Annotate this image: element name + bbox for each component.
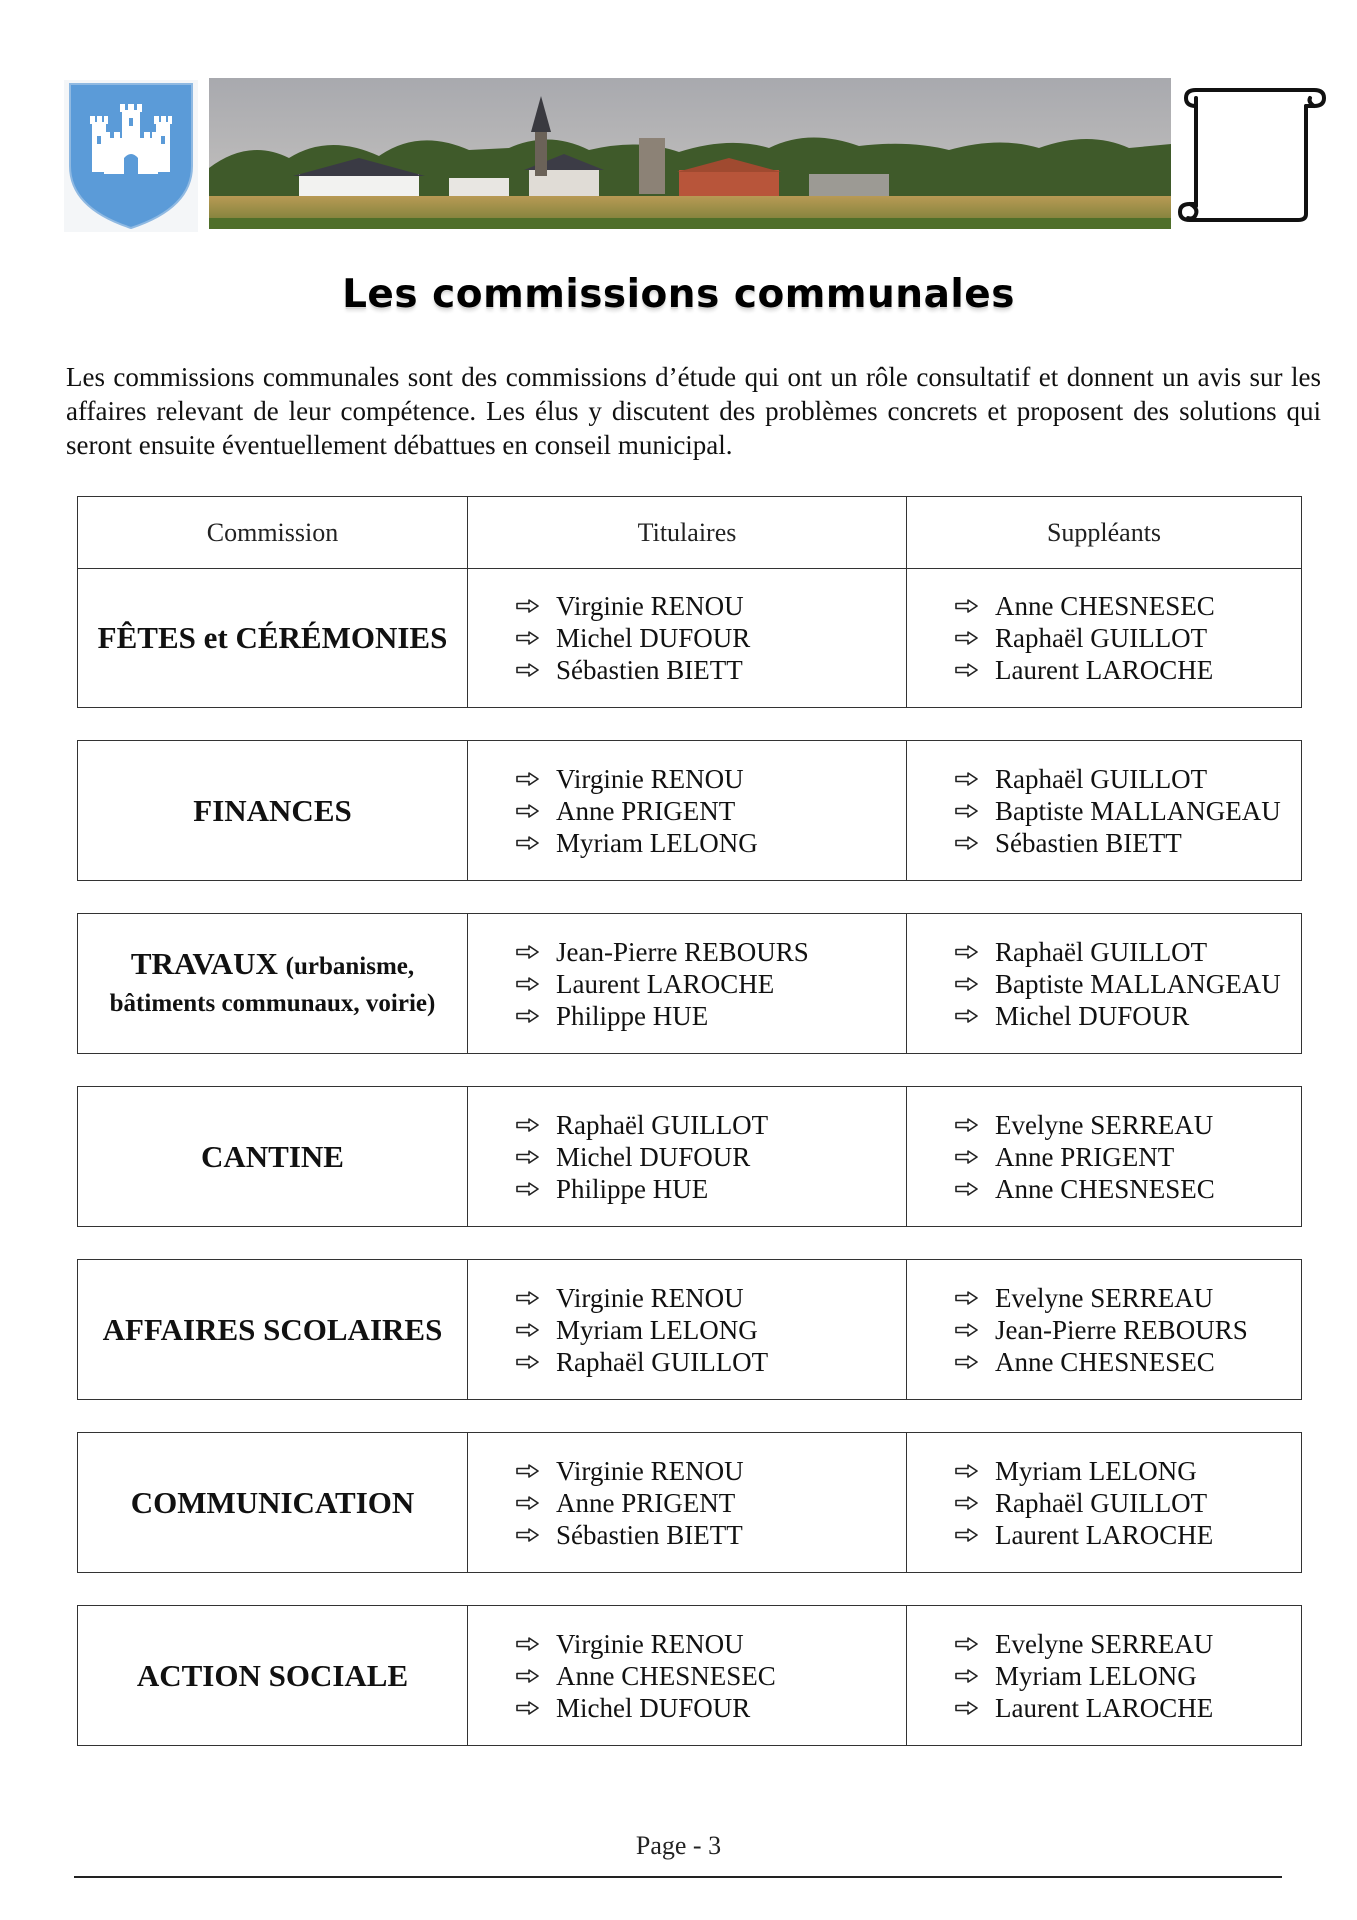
arrow-icon [955,631,979,645]
suppleants-list [907,1455,1213,1551]
member-name: Philippe HUE [556,1000,709,1031]
member-name: Evelyne SERREAU [995,1282,1214,1313]
titulaires-list [468,1628,776,1724]
intro-paragraph: Les commissions communales sont des commissions d’étude qui ont un rôle consultatif et donnent un avis sur les affaires relevant de leur compétence. Les élus y discutent des problèmes concrets et proposent des solutions qui seront ensuite éventuellement débattues en conseil municipal. [66,362,1321,460]
commission-title: TRAVAUX [130,945,278,981]
list-item [516,1487,744,1519]
arrow-icon [955,663,979,677]
arrow-icon [516,1009,540,1023]
member-name: Raphaël GUILLOT [995,623,1208,653]
suppleants-list [907,1109,1215,1205]
list-item [955,968,1281,1000]
list-item [516,1455,744,1487]
commission-title: ACTION SOCIALE [136,1657,409,1693]
header-titulaires: Titulaires [637,517,737,547]
member-name: Anne CHESNESEC [995,1346,1215,1377]
arrow-icon [955,1118,979,1132]
list-item [516,1173,768,1205]
arrow-icon [955,1496,979,1510]
arrow-icon [955,1291,979,1305]
arrow-icon [516,1182,540,1196]
arrow-icon [955,977,979,991]
member-name: Myriam LELONG [556,1314,758,1345]
list-item [516,1000,809,1032]
list-item [955,1173,1215,1205]
arrow-icon [955,1150,979,1164]
list-item [516,1141,768,1173]
table-row [77,568,1302,708]
arrow-icon [516,1118,540,1132]
member-name: Raphaël GUILLOT [556,1109,769,1140]
commission-title: COMMUNICATION [130,1484,415,1520]
arrow-icon [955,945,979,959]
member-name: Sébastien BIETT [556,655,743,685]
arrow-icon [955,1669,979,1683]
commission-name [131,1486,415,1520]
arrow-icon [516,599,540,613]
member-name: Michel DUFOUR [995,1000,1190,1031]
list-item [955,795,1281,827]
titulaires-list [468,1282,768,1378]
arrow-icon [516,1291,540,1305]
list-item [955,763,1281,795]
suppleants-list [907,590,1215,686]
arrow-icon [516,1464,540,1478]
list-item [955,654,1215,686]
member-name: Myriam LELONG [995,1660,1197,1691]
list-item [516,763,758,795]
titulaires-list [468,763,758,859]
commission-subtitle: (urbanisme, bâtiments communaux, voirie) [109,952,436,1017]
list-item [516,654,750,686]
arrow-icon [955,1323,979,1337]
list-item [955,1455,1213,1487]
list-item [516,1660,776,1692]
list-item [516,827,758,859]
arrow-icon [516,1355,540,1369]
list-item [955,1000,1281,1032]
list-item [516,1314,768,1346]
commission-name [201,1140,344,1174]
commission-title: CANTINE [201,1138,344,1174]
arrow-icon [516,1637,540,1651]
commission-name [78,947,467,1021]
table-row [77,740,1302,881]
list-item [516,1109,768,1141]
arrow-icon [516,1150,540,1164]
member-name: Evelyne SERREAU [995,1628,1214,1659]
list-item [955,1314,1248,1346]
member-name: Raphaël GUILLOT [556,1346,769,1377]
list-item [516,936,809,968]
list-item [516,622,750,654]
arrow-icon [516,631,540,645]
member-name: Raphaël GUILLOT [995,1487,1208,1518]
list-item [955,827,1281,859]
member-name: Evelyne SERREAU [995,1109,1214,1140]
arrow-icon [516,804,540,818]
list-item [516,1519,744,1551]
list-item [955,1692,1213,1724]
list-item [955,936,1281,968]
list-item [516,968,809,1000]
commission-name [103,1313,443,1347]
member-name: Philippe HUE [556,1173,709,1204]
commission-name [137,1659,408,1693]
titulaires-list [468,1455,744,1551]
arrow-icon [516,945,540,959]
village-landscape-photo [209,78,1171,229]
header-suppleants: Suppléants [1046,517,1162,547]
commission-title: FÊTES et CÉRÉMONIES [97,620,448,655]
member-name: Anne CHESNESEC [995,1173,1215,1204]
list-item [955,622,1215,654]
list-item [955,1141,1215,1173]
table-row [77,1259,1302,1400]
member-name: Raphaël GUILLOT [995,936,1208,967]
list-item [955,1282,1248,1314]
list-item [516,1692,776,1724]
arrow-icon [516,1528,540,1542]
scroll-icon [1174,78,1326,230]
member-name: Sébastien BIETT [995,827,1182,858]
list-item [955,1487,1213,1519]
list-item [516,1346,768,1378]
member-name: Virginie RENOU [556,591,744,621]
castle-crest-icon [64,80,198,232]
list-item [955,590,1215,622]
member-name: Jean-Pierre REBOURS [556,936,809,967]
member-name: Laurent LAROCHE [995,655,1214,685]
table-header-row [77,496,1302,569]
list-item [516,795,758,827]
list-item [955,1109,1215,1141]
list-item [516,590,750,622]
member-name: Anne PRIGENT [556,1487,736,1518]
commission-title: FINANCES [193,792,352,828]
table-row [77,1432,1302,1573]
member-name: Michel DUFOUR [556,1692,751,1723]
list-item [955,1519,1213,1551]
member-name: Jean-Pierre REBOURS [995,1314,1248,1345]
arrow-icon [955,1355,979,1369]
member-name: Sébastien BIETT [556,1519,743,1550]
arrow-icon [516,1701,540,1715]
suppleants-list [907,1628,1213,1724]
titulaires-list [468,936,809,1032]
header-commission: Commission [206,517,339,547]
commission-name [193,794,351,828]
suppleants-list [907,763,1281,859]
suppleants-list [907,936,1281,1032]
arrow-icon [955,1182,979,1196]
titulaires-list [468,1109,768,1205]
list-item [955,1346,1248,1378]
member-name: Myriam LELONG [995,1455,1197,1486]
table-row [77,1086,1302,1227]
member-name: Laurent LAROCHE [995,1519,1214,1550]
arrow-icon [955,1637,979,1651]
arrow-icon [955,836,979,850]
arrow-icon [516,977,540,991]
member-name: Michel DUFOUR [556,1141,751,1172]
commission-name [98,621,448,655]
member-name: Virginie RENOU [556,1628,744,1659]
footer-divider [74,1876,1282,1878]
member-name: Anne CHESNESEC [556,1660,776,1691]
arrow-icon [955,1464,979,1478]
list-item [955,1628,1213,1660]
member-name: Virginie RENOU [556,1455,744,1486]
arrow-icon [955,772,979,786]
arrow-icon [516,663,540,677]
arrow-icon [955,1701,979,1715]
table-row [77,1605,1302,1746]
list-item [516,1628,776,1660]
arrow-icon [955,804,979,818]
suppleants-list [907,1282,1248,1378]
titulaires-list [468,590,750,686]
arrow-icon [955,1528,979,1542]
arrow-icon [516,836,540,850]
member-name: Laurent LAROCHE [556,968,775,999]
arrow-icon [955,599,979,613]
member-name: Anne CHESNESEC [995,591,1215,621]
arrow-icon [516,1323,540,1337]
list-item [516,1282,768,1314]
member-name: Baptiste MALLANGEAU [995,795,1281,826]
commission-title: AFFAIRES SCOLAIRES [102,1311,443,1347]
member-name: Virginie RENOU [556,763,744,794]
member-name: Anne PRIGENT [556,795,736,826]
member-name: Myriam LELONG [556,827,758,858]
arrow-icon [516,1496,540,1510]
page-title: Les commissions communales [342,272,1015,317]
member-name: Laurent LAROCHE [995,1692,1214,1723]
page-header [64,78,1326,233]
list-item [955,1660,1213,1692]
arrow-icon [955,1009,979,1023]
page-number: Page - 3 [635,1831,722,1860]
arrow-icon [516,772,540,786]
table-row [77,913,1302,1054]
member-name: Michel DUFOUR [556,623,751,653]
arrow-icon [516,1669,540,1683]
member-name: Anne PRIGENT [995,1141,1175,1172]
member-name: Raphaël GUILLOT [995,763,1208,794]
member-name: Baptiste MALLANGEAU [995,968,1281,999]
member-name: Virginie RENOU [556,1282,744,1313]
